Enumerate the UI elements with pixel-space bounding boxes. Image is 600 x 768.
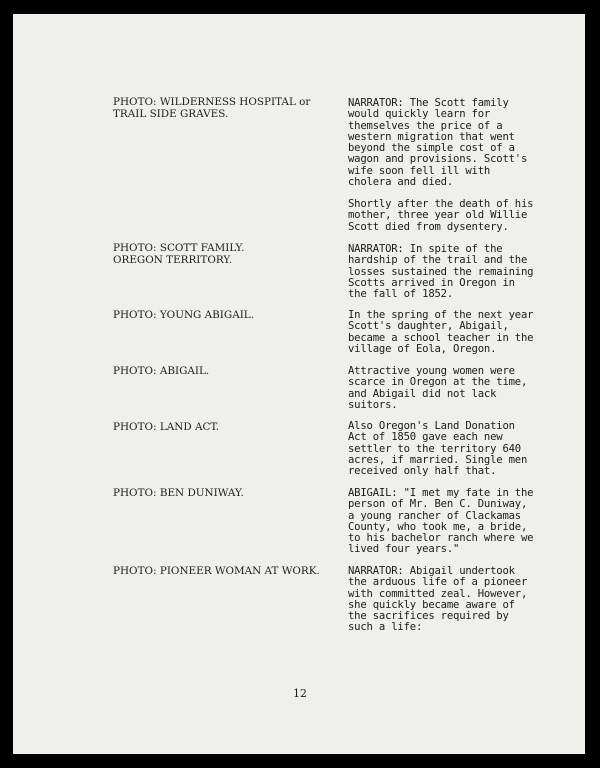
abigail-quote: ABIGAIL: "I met my fate in the person of Mr. Ben C. Duniway, a young rancher of Clackamas County, who took me, a bride, to his bachelor ranch where we lived four years." [348,487,534,556]
narration-scott-family: NARRATOR: The Scott family would quickly learn for themselves the price of a western migration that went beyond the simple cost of a wagon and provisions. Scott's wife soon fell ill with cholera and died. [348,97,528,189]
narration-willie-scott: Shortly after the death of his mother, three year old Willie Scott died from dysentery. [348,198,534,233]
narration-pioneer-life: NARRATOR: Abigail undertook the arduous life of a pioneer with committed zeal. However, she quickly became aware of the sacrifices required by such a life: [348,565,528,634]
photo-cue-abigail: PHOTO: ABIGAIL. [113,365,210,377]
page-number: 12 [293,687,307,700]
photo-cue-pioneer-woman: PHOTO: PIONEER WOMAN AT WORK. [113,565,320,577]
photo-cue-scott-family: PHOTO: SCOTT FAMILY. OREGON TERRITORY. [113,242,245,266]
narration-land-donation-act: Also Oregon's Land Donation Act of 1850 gave each new settler to the territory 640 acres, if married. Single men received only half that. [348,420,528,478]
photo-cue-land-act: PHOTO: LAND ACT. [113,421,220,433]
narration-school-teacher: In the spring of the next year Scott's daughter, Abigail, became a school teacher in the village of Eola, Oregon. [348,309,534,355]
photo-cue-ben-duniway: PHOTO: BEN DUNIWAY. [113,487,244,499]
narration-suitors: Attractive young women were scarce in Oregon at the time, and Abigail did not lack suitors. [348,365,528,411]
photo-cue-wilderness-hospital: PHOTO: WILDERNESS HOSPITAL or TRAIL SIDE GRAVES. [113,96,311,120]
narration-arrival-oregon: NARRATOR: In spite of the hardship of the trail and the losses sustained the remaining Scotts arrived in Oregon in the fall of 1852. [348,243,534,301]
photo-cue-young-abigail: PHOTO: YOUNG ABIGAIL. [113,309,255,321]
